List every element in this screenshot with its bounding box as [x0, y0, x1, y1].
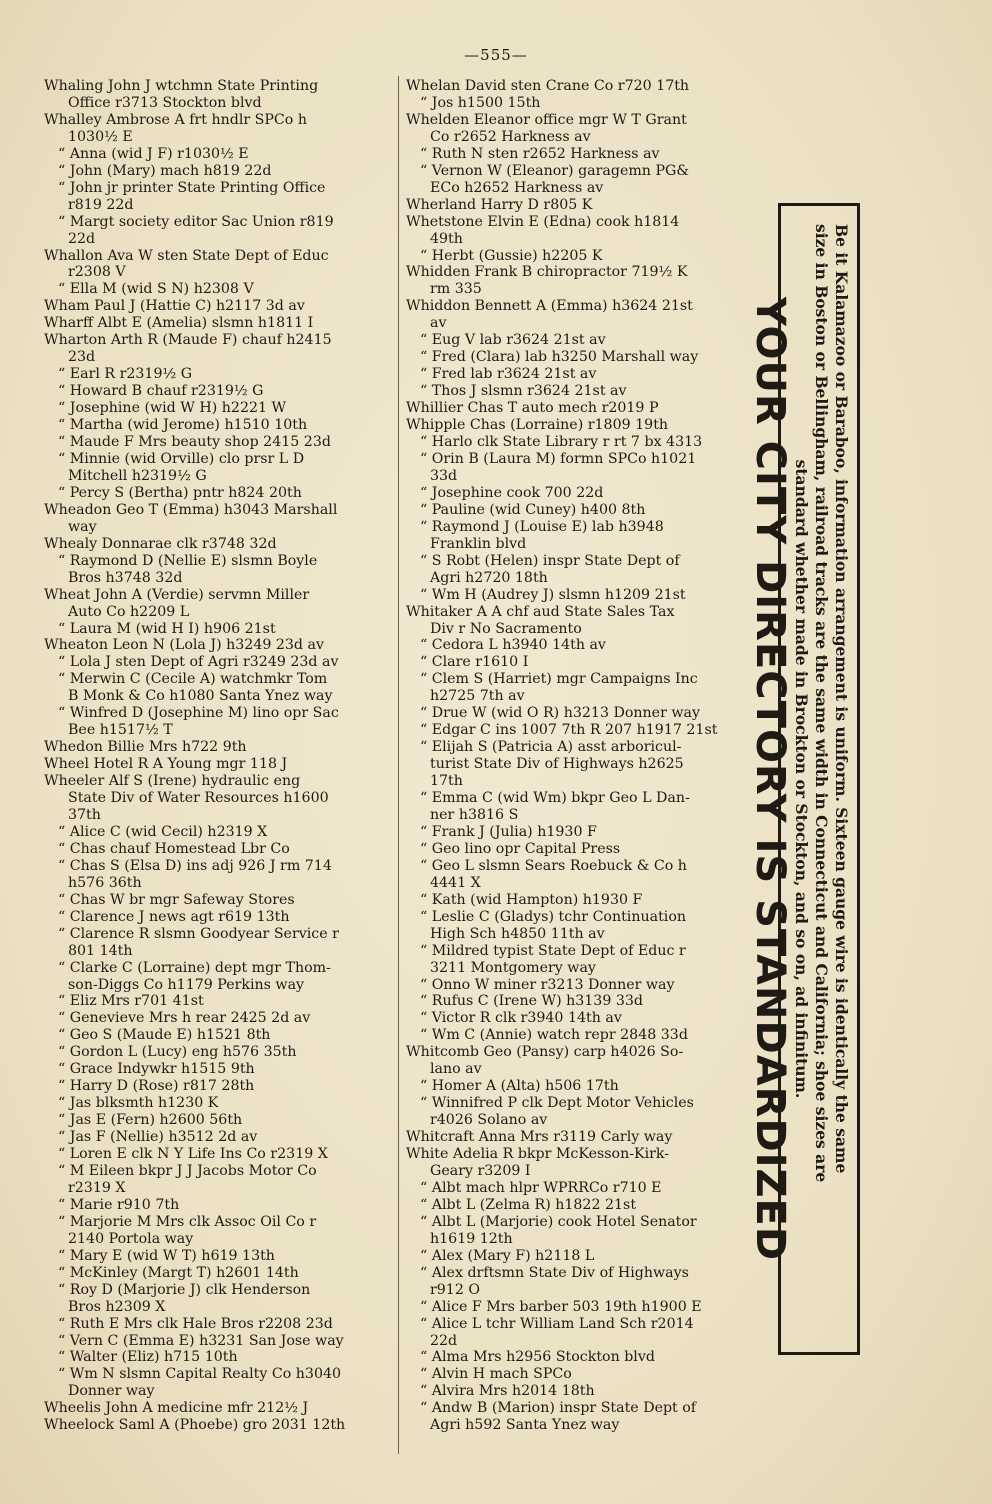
listing-entry: “ Fred (Clara) lab h3250 Marshall way: [420, 349, 699, 366]
listing-entry: Whelden Eleanor office mgr W T Grant: [406, 111, 687, 128]
listing-entry: “ Lola J sten Dept of Agri r3249 23d av: [58, 654, 339, 671]
listing-entry: Whalley Ambrose A frt hndlr SPCo h: [44, 111, 307, 128]
listing-entry: “ Harlo clk State Library r rt 7 bx 4313: [420, 434, 703, 451]
listing-entry: “ Raymond J (Louise E) lab h3948: [420, 518, 664, 535]
listing-entry: Whitcraft Anna Mrs r3119 Carly way: [406, 1129, 673, 1146]
page-number: —555—: [464, 46, 528, 64]
left-column: [44, 78, 390, 1434]
listing-entry: “ Grace Indywkr h1515 9th: [58, 1061, 255, 1078]
listing-continuation: ner h3816 S: [430, 806, 519, 823]
listing-entry: “ Edgar C ins 1007 7th R 207 h1917 21st: [420, 722, 718, 739]
column-divider: [398, 76, 399, 1454]
listing-entry: “ Roy D (Marjorie J) clk Henderson: [58, 1281, 311, 1298]
listing-continuation: High Sch h4850 11th av: [430, 925, 605, 942]
listing-continuation: Geary r3209 I: [430, 1163, 531, 1179]
listing-continuation: 2140 Portola way: [68, 1230, 194, 1247]
listing-entry: “ Maude F Mrs beauty shop 2415 23d: [58, 434, 331, 451]
listing-entry: “ Jas E (Fern) h2600 56th: [58, 1112, 243, 1129]
listing-entry: Whidden Frank B chiropractor 719½ K: [406, 264, 688, 281]
right-column: [406, 78, 760, 1434]
listing-entry: “ Genevieve Mrs h rear 2425 2d av: [58, 1010, 311, 1027]
listing-entry: “ Geo S (Maude E) h1521 8th: [58, 1027, 271, 1044]
listing-entry: Whedon Billie Mrs h722 9th: [44, 739, 247, 756]
listing-entry: Wharton Arth R (Maude F) chauf h2415: [44, 332, 332, 349]
listing-entry: “ Homer A (Alta) h506 17th: [420, 1078, 619, 1095]
listing-entry: “ Ruth N sten r2652 Harkness av: [420, 145, 660, 162]
listing-continuation: 3211 Montgomery way: [430, 959, 596, 976]
listing-entry: “ Ella M (wid S N) h2308 V: [58, 281, 254, 298]
listing-continuation: ECo h2652 Harkness av: [430, 179, 604, 196]
listing-entry: Whiddon Bennett A (Emma) h3624 21st: [406, 298, 693, 315]
listing-entry: Wham Paul J (Hattie C) h2117 3d av: [44, 298, 305, 315]
listing-continuation: 22d: [430, 1332, 458, 1349]
listing-entry: “ Pauline (wid Cuney) h400 8th: [420, 501, 646, 518]
advertisement-title: YOUR CITY DIRECTORY IS STANDARDIZED: [747, 296, 793, 1262]
listing-entry: “ Albt mach hlpr WPRRCo r710 E: [420, 1179, 662, 1196]
listing-entry: “ Wm N slsmn Capital Realty Co h3040: [58, 1366, 342, 1383]
listing-entry: “ Orin B (Laura M) formn SPCo h1021: [420, 450, 697, 467]
listing-entry: “ Anna (wid J F) r1030½ E: [58, 145, 249, 162]
listing-entry: “ Clarence R slsmn Goodyear Service r: [58, 925, 339, 942]
listing-entry: Wheel Hotel R A Young mgr 118 J: [44, 756, 288, 773]
listing-entry: “ Laura M (wid H I) h906 21st: [58, 620, 276, 637]
listing-continuation: h2725 7th av: [430, 688, 525, 705]
listing-entry: “ Alice F Mrs barber 503 19th h1900 E: [420, 1298, 702, 1315]
listing-continuation: lano av: [430, 1061, 482, 1078]
listing-entry: Whallon Ava W sten State Dept of Educ: [44, 247, 329, 264]
listing-continuation: Auto Co h2209 L: [68, 603, 190, 620]
advertisement-line: size in Boston or Bellingham, railroad tracks are the same width in Connecticut and California; shoe sizes are: [812, 224, 831, 1183]
listing-continuation: r2319 X: [68, 1179, 126, 1196]
listing-continuation: Bros h2309 X: [68, 1298, 166, 1315]
listing-entry: “ Alice C (wid Cecil) h2319 X: [58, 823, 268, 840]
listing-entry: “ Jas F (Nellie) h3512 2d av: [58, 1129, 258, 1146]
listing-entry: Wheadon Geo T (Emma) h3043 Marshall: [44, 501, 338, 518]
listing-continuation: 49th: [430, 230, 463, 247]
listing-entry: Wharff Albt E (Amelia) slsmn h1811 I: [44, 315, 314, 332]
listing-continuation: State Div of Water Resources h1600: [68, 790, 329, 807]
listing-continuation: r819 22d: [68, 196, 134, 213]
listing-entry: Wheat John A (Verdie) servmn Miller: [44, 586, 310, 603]
listing-entry: “ Andw B (Marion) inspr State Dept of: [420, 1400, 697, 1417]
listing-entry: “ Drue W (wid O R) h3213 Donner way: [420, 705, 700, 722]
listing-entry: “ Mary E (wid W T) h619 13th: [58, 1247, 275, 1264]
listing-entry: “ Kath (wid Hampton) h1930 F: [420, 891, 643, 908]
listing-entry: Whitcomb Geo (Pansy) carp h4026 So-: [406, 1044, 684, 1061]
listing-continuation: Mitchell h2319½ G: [68, 467, 207, 484]
listing-entry: Wheelis John A medicine mfr 212½ J: [44, 1400, 309, 1417]
listing-continuation: way: [68, 518, 97, 535]
advertisement-box: [747, 203, 860, 1355]
listing-entry: “ Walter (Eliz) h715 10th: [58, 1349, 238, 1366]
listing-entry: “ Clarke C (Lorraine) dept mgr Thom-: [58, 959, 331, 976]
advertisement-rotated: [747, 206, 857, 1352]
listing-entry: “ Clare r1610 I: [420, 654, 529, 671]
listing-continuation: h576 36th: [68, 874, 142, 891]
listing-entry: Whelan David sten Crane Co r720 17th: [406, 78, 690, 94]
listing-entry: “ Merwin C (Cecile A) watchmkr Tom: [58, 671, 328, 688]
listing-continuation: h1619 12th: [430, 1230, 513, 1247]
listing-continuation: Office r3713 Stockton blvd: [68, 94, 262, 111]
listing-continuation: Agri h592 Santa Ynez way: [430, 1417, 620, 1434]
listing-continuation: Bros h3748 32d: [68, 569, 183, 586]
listing-entry: “ Howard B chauf r2319½ G: [58, 383, 264, 400]
listing-entry: Whillier Chas T auto mech r2019 P: [406, 400, 659, 417]
listing-continuation: turist State Div of Highways h2625: [430, 756, 684, 773]
listing-entry: “ Martha (wid Jerome) h1510 10th: [58, 417, 308, 434]
listing-entry: “ Herbt (Gussie) h2205 K: [420, 247, 603, 264]
advertisement-body: [791, 206, 851, 1352]
listing-continuation: Div r No Sacramento: [430, 620, 582, 637]
listing-entry: “ Gordon L (Lucy) eng h576 35th: [58, 1044, 297, 1061]
listing-entry: “ Alvira Mrs h2014 18th: [420, 1383, 595, 1400]
listing-continuation: 1030½ E: [68, 128, 133, 145]
listing-entry: Wherland Harry D r805 K: [406, 196, 593, 213]
listing-entry: “ Josephine (wid W H) h2221 W: [58, 400, 287, 417]
listing-entry: “ Clarence J news agt r619 13th: [58, 908, 290, 925]
listing-continuation: 17th: [430, 773, 463, 790]
listing-entry: White Adelia R bkpr McKesson-Kirk-: [406, 1146, 670, 1163]
listing-continuation: 801 14th: [68, 942, 133, 959]
listing-entry: “ Jas blksmth h1230 K: [58, 1095, 219, 1112]
listing-entry: Whaling John J wtchmn State Printing: [44, 78, 319, 94]
listing-continuation: av: [430, 315, 447, 332]
listing-entry: “ Raymond D (Nellie E) slsmn Boyle: [58, 552, 318, 569]
listing-entry: “ Vern C (Emma E) h3231 San Jose way: [58, 1332, 344, 1349]
listing-entry: “ Margt society editor Sac Union r819: [58, 213, 334, 230]
listing-entry: “ Wm C (Annie) watch repr 2848 33d: [420, 1027, 688, 1044]
listing-entry: “ Minnie (wid Orville) clo prsr L D: [58, 450, 305, 467]
listing-entry: “ Harry D (Rose) r817 28th: [58, 1078, 255, 1095]
listing-continuation: Franklin blvd: [430, 535, 527, 552]
listing-entry: “ M Eileen bkpr J J Jacobs Motor Co: [58, 1163, 317, 1179]
listing-entry: “ Elijah S (Patricia A) asst arboricul-: [420, 739, 682, 756]
listing-continuation: r912 O: [430, 1281, 481, 1298]
listing-entry: “ Emma C (wid Wm) bkpr Geo L Dan-: [420, 790, 690, 807]
listing-entry: “ Vernon W (Eleanor) garagemn PG&: [420, 162, 689, 179]
listing-entry: “ Eug V lab r3624 21st av: [420, 332, 606, 349]
listing-entry: “ Thos J slsmn r3624 21st av: [420, 383, 627, 400]
listing-entry: “ Wm H (Audrey J) slsmn h1209 21st: [420, 586, 686, 603]
listing-entry: “ Alex drftsmn State Div of Highways: [420, 1264, 689, 1281]
listing-entry: “ Clem S (Harriet) mgr Campaigns Inc: [420, 671, 698, 688]
listing-entry: “ Rufus C (Irene W) h3139 33d: [420, 993, 644, 1010]
listing-continuation: 33d: [430, 467, 458, 484]
listing-entry: “ Loren E clk N Y Life Ins Co r2319 X: [58, 1146, 328, 1163]
listing-entry: Whealy Donnarae clk r3748 32d: [44, 535, 277, 552]
listing-continuation: B Monk & Co h1080 Santa Ynez way: [68, 688, 333, 705]
listing-continuation: Donner way: [68, 1383, 155, 1400]
listing-entry: “ Fred lab r3624 21st av: [420, 366, 597, 383]
listing-entry: “ McKinley (Margt T) h2601 14th: [58, 1264, 299, 1281]
listing-entry: Whetstone Elvin E (Edna) cook h1814: [406, 213, 680, 230]
listing-entry: “ Ruth E Mrs clk Hale Bros r2208 23d: [58, 1315, 333, 1332]
listing-entry: “ S Robt (Helen) inspr State Dept of: [420, 552, 680, 569]
listing-entry: “ Winfred D (Josephine M) lino opr Sac: [58, 705, 339, 722]
listing-entry: “ Chas chauf Homestead Lbr Co: [58, 840, 290, 857]
listing-entry: “ Alex (Mary F) h2118 L: [420, 1247, 595, 1264]
listing-entry: “ Winnifred P clk Dept Motor Vehicles: [420, 1095, 694, 1112]
listing-continuation: Co r2652 Harkness av: [430, 128, 591, 145]
listing-continuation: Bee h1517½ T: [68, 722, 173, 739]
advertisement-line: standard whether made in Brockton or Stockton, and so on, ad infinitum.: [792, 459, 811, 1099]
listing-continuation: 23d: [68, 349, 96, 366]
listing-entry: “ Eliz Mrs r701 41st: [58, 993, 204, 1010]
listing-entry: “ Chas S (Elsa D) ins adj 926 J rm 714: [58, 857, 332, 874]
listing-entry: “ Marjorie M Mrs clk Assoc Oil Co r: [58, 1213, 317, 1230]
listing-entry: “ Alvin H mach SPCo: [420, 1366, 572, 1383]
listing-entry: Whitaker A A chf aud State Sales Tax: [406, 603, 675, 620]
listing-entry: “ Leslie C (Gladys) tchr Continuation: [420, 908, 686, 925]
listing-continuation: 22d: [68, 230, 96, 247]
listing-entry: “ Alice L tchr William Land Sch r2014: [420, 1315, 694, 1332]
listing-entry: “ Mildred typist State Dept of Educ r: [420, 942, 686, 959]
listing-entry: “ John (Mary) mach h819 22d: [58, 162, 272, 179]
listing-continuation: rm 335: [430, 281, 482, 298]
listing-entry: Wheelock Saml A (Phoebe) gro 2031 12th: [44, 1417, 346, 1434]
listing-entry: “ Jos h1500 15th: [420, 94, 541, 111]
listing-entry: “ Percy S (Bertha) pntr h824 20th: [58, 484, 302, 501]
listing-entry: “ Chas W br mgr Safeway Stores: [58, 891, 295, 908]
listing-continuation: son-Diggs Co h1179 Perkins way: [68, 976, 305, 993]
listing-entry: Wheeler Alf S (Irene) hydraulic eng: [44, 773, 301, 790]
listing-entry: “ Albt L (Zelma R) h1822 21st: [420, 1196, 637, 1213]
listing-continuation: Agri h2720 18th: [430, 569, 548, 586]
listing-entry: “ John jr printer State Printing Office: [58, 179, 326, 196]
listing-entry: Wheaton Leon N (Lola J) h3249 23d av: [44, 637, 325, 654]
listing-entry: “ Geo lino opr Capital Press: [420, 840, 621, 857]
listing-entry: “ Geo L slsmn Sears Roebuck & Co h: [420, 857, 687, 874]
listing-entry: “ Josephine cook 700 22d: [420, 484, 604, 501]
listing-entry: “ Victor R clk r3940 14th av: [420, 1010, 622, 1027]
advertisement-line: Be it Kalamazoo or Baraboo, information arrangement is uniform. Sixteen gauge wire is identically the same: [832, 224, 851, 1174]
listing-entry: “ Cedora L h3940 14th av: [420, 637, 606, 654]
listing-continuation: 37th: [68, 806, 101, 823]
listing-continuation: r4026 Solano av: [430, 1112, 548, 1129]
listing-entry: “ Earl R r2319½ G: [58, 366, 193, 383]
listing-entry: “ Marie r910 7th: [58, 1196, 180, 1213]
listing-entry: “ Onno W miner r3213 Donner way: [420, 976, 675, 993]
listing-entry: “ Frank J (Julia) h1930 F: [420, 823, 597, 840]
listing-entry: Whipple Chas (Lorraine) r1809 19th: [406, 417, 669, 434]
listing-entry: “ Alma Mrs h2956 Stockton blvd: [420, 1349, 655, 1366]
listing-entry: “ Albt L (Marjorie) cook Hotel Senator: [420, 1213, 697, 1230]
listing-continuation: 4441 X: [430, 874, 481, 891]
listing-continuation: r2308 V: [68, 264, 126, 281]
